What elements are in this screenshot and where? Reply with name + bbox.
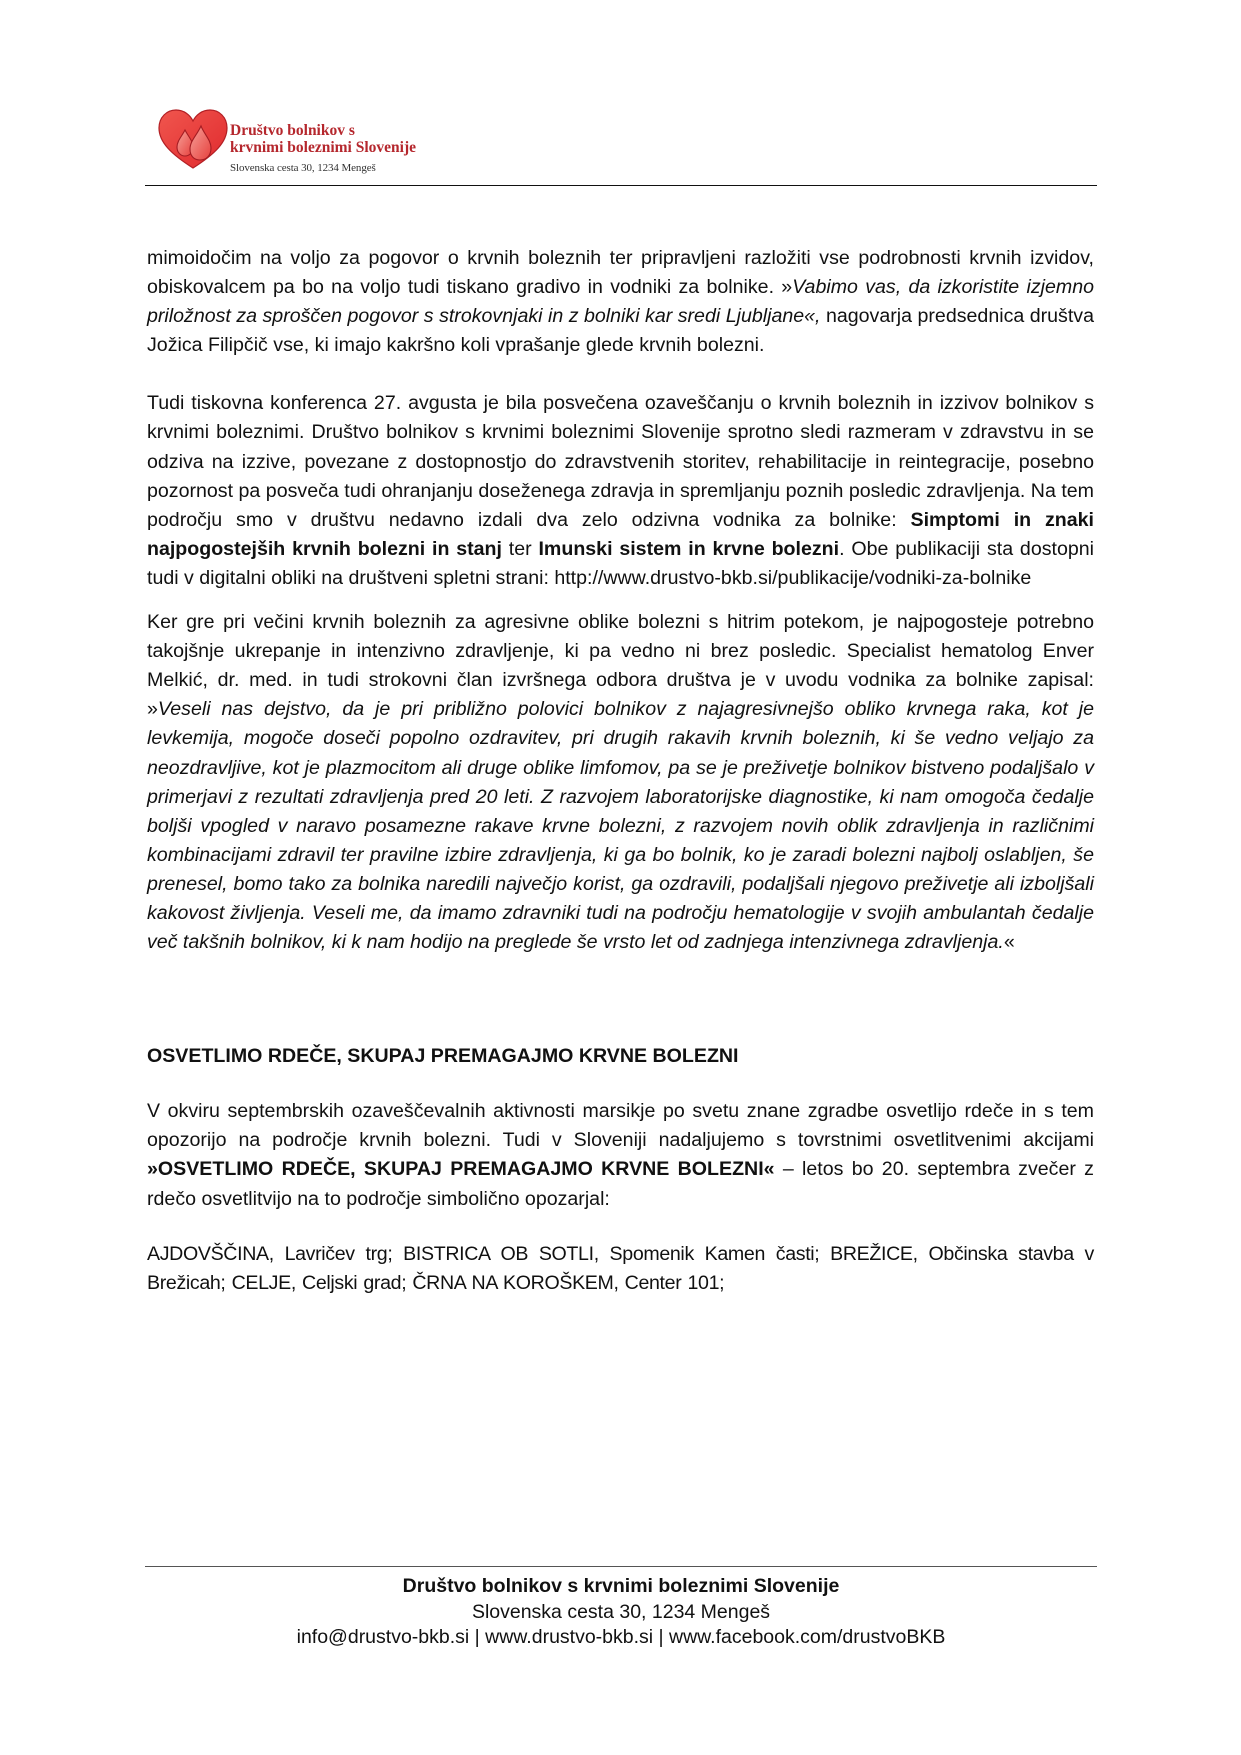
document-body — [147, 244, 1094, 1298]
paragraph-text: nagovarja predsednica društva Jožica Filipčič vse, ki imajo kakršno koli vprašanje glede krvnih bolezni. — [147, 305, 1094, 357]
paragraph-text: ter — [501, 537, 539, 560]
separator: | — [653, 1626, 670, 1648]
footer-email-link[interactable]: info@drustvo-bkb.si — [296, 1626, 470, 1648]
logo-wordmark — [230, 122, 416, 174]
header-divider — [145, 185, 1097, 186]
footer-facebook-link[interactable]: www.facebook.com/drustvoBKB — [669, 1626, 946, 1648]
footer-org-name: Društvo bolnikov s krvnimi boleznimi Slovenije — [402, 1575, 840, 1597]
footer-contacts — [145, 1625, 1097, 1651]
paragraph — [147, 1097, 1094, 1213]
campaign-name: »OSVETLIMO RDEČE, SKUPAJ PREMAGAJMO KRVNE BOLEZNI« — [147, 1158, 775, 1181]
publications-url-link[interactable]: http://www.drustvo-bkb.si/publikacije/vodniki-za-bolnike — [554, 566, 1032, 589]
paragraph-text: V okviru septembrskih ozaveščevalnih aktivnosti marsikje po svetu znane zgradbe osvetlijo rdeče in s tem opozorijo na področje krvnih bolezni. Tudi v Sloveniji nadaljujemo s tovrstnimi osvetlitvenimi akcijami — [147, 1100, 1094, 1152]
letterhead — [145, 100, 1097, 190]
paragraph-text: « — [1003, 931, 1015, 954]
footer-divider — [145, 1566, 1097, 1567]
paragraph-text: . Obe publikaciji sta dostopni tudi v digitalni obliki na društveni spletni strani: — [147, 537, 1094, 589]
footer-address: Slovenska cesta 30, 1234 Mengeš — [471, 1600, 771, 1623]
paragraph — [147, 389, 1094, 593]
publication-title: Simptomi in znaki najpogostejših krvnih bolezni in stanj — [147, 508, 1094, 560]
paragraph-text: Tudi tiskovna konferenca 27. avgusta je bila posvečena ozaveščanju o krvnih boleznih in izzivov bolnikov s krvnimi boleznimi. Društvo bolnikov s krvnimi boleznimi Slovenije sprotno sledi razmeram v zdravstvu in se odziva na izzive, povezane z dostopnostjo do zdravstvenih storitev, rehabilitacije in reintegracije, posebno pozornost pa posveča tudi ohranjanju doseženega zdravja in spremljanju poznih posledic zdravljenja. Na tem področju smo v društvu nedavno izdali dva zelo odzivna vodnika za bolnike: — [147, 392, 1094, 531]
quote-italic: Vabimo vas, da izkoristite izjemno priložnost za sproščen pogovor s strokovnjaki in z bolniki kar sredi Ljubljane«, — [147, 276, 1095, 328]
publication-title: Imunski sistem in krvne bolezni — [538, 537, 840, 560]
paragraph-text: Ker gre pri večini krvnih boleznih za agresivne oblike bolezni s hitrim potekom, je najpogosteje potrebno takojšnje ukrepanje in intenzivno zdravljenje, ki pa vedno ni brez posledic. Specialist hematolog Enver Melkić, dr. med. in tudi strokovni član izvršnega odbora društva je v uvodu vodnika za bolnike zapisal: » — [147, 611, 1094, 721]
separator: | — [469, 1626, 486, 1648]
page-footer — [145, 1574, 1097, 1651]
paragraph-text: mimoidočim na voljo za pogovor o krvnih boleznih ter pripravljeni razložiti vse podrobnosti krvnih izvidov, obiskovalcem pa bo na voljo tudi tiskano gradivo in vodniki za bolnike. » — [147, 247, 1094, 299]
logo-name-line1: Društvo bolnikov s — [230, 122, 355, 139]
section-heading: OSVETLIMO RDEČE, SKUPAJ PREMAGAJMO KRVNE BOLEZNI — [147, 1045, 739, 1068]
paragraph-text: – letos bo 20. septembra zvečer z rdečo osvetlitvijo na to področje simbolično opozarjal: — [147, 1158, 1094, 1210]
heart-blood-drops-logo-icon — [157, 108, 229, 172]
paragraph — [147, 608, 1094, 957]
logo-name-line2: krvnimi boleznimi Slovenije — [230, 139, 416, 156]
locations-list: AJDOVŠČINA, Lavričev trg; BISTRICA OB SOTLI, Spomenik Kamen časti; BREŽICE, Občinska stavba v Brežicah; CELJE, Celjski grad; ČRNA NA KOROŠKEM, Center 101; — [147, 1242, 1094, 1294]
logo-address: Slovenska cesta 30, 1234 Mengeš — [230, 162, 376, 174]
paragraph — [147, 244, 1094, 360]
quote-italic: Veseli nas dejstvo, da je pri približno polovici bolnikov z najagresivnejšo obliko krvnega raka, kot je levkemija, mogoče doseči popolno ozdravitev, pri drugih rakavih krvnih boleznih, ki še vedno veljajo za neozdravljive, kot je plazmocitom ali druge oblike limfomov, pa se je preživetje bolnikov bistveno podaljšalo v primerjavi z rezultati zdravljenja pred 20 leti. Z razvojem laboratorijske diagnostike, ki nam omogoča čedalje boljši vpogled v naravo posamezne rakave krvne bolezni, z razvojem novih oblik zdravljenja in različnimi kombinacijami zdravil ter pravilne izbire zdravljenja, ki ga bo bolnik, ko je zaradi bolezni najbolj oslabljen, še prenesel, bomo tako za bolnika naredili največjo korist, ga ozdravili, podaljšali njegovo preživetje ali izboljšali kakovost življenja. Veseli me, da imamo zdravniki tudi na področju hematologije v svojih ambulantah čedalje več takšnih bolnikov, ki k nam hodijo na preglede še vrsto let od zadnjega intenzivnega zdravljenja. — [147, 698, 1094, 954]
footer-website-link[interactable]: www.drustvo-bkb.si — [485, 1626, 654, 1648]
